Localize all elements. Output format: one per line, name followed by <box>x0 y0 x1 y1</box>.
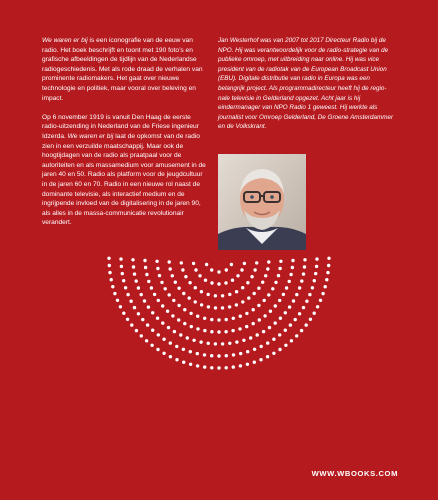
wave-dot <box>267 260 270 263</box>
wave-dot <box>235 290 238 293</box>
wave-dot <box>143 259 146 262</box>
wave-dot <box>256 333 259 336</box>
wave-dot <box>327 264 330 267</box>
wave-dot <box>289 323 292 326</box>
wave-dot <box>217 354 220 357</box>
wave-dot <box>239 364 242 367</box>
wave-dot <box>302 306 305 309</box>
wave-dot <box>194 300 197 303</box>
wave-dot <box>305 323 308 326</box>
wave-dot <box>133 272 136 275</box>
wave-dot <box>167 326 170 329</box>
wave-dot <box>255 261 258 264</box>
wave-dot <box>196 315 199 318</box>
wave-dot <box>179 333 182 336</box>
wave-dot <box>327 257 330 260</box>
wave-dot <box>214 342 217 345</box>
wave-dot <box>228 305 231 308</box>
wave-dot <box>173 330 176 333</box>
wave-dot <box>156 317 159 320</box>
wave-dot <box>145 339 148 342</box>
wave-dot <box>181 268 184 271</box>
wave-dot <box>207 342 210 345</box>
wave-dot <box>249 336 252 339</box>
wave-dot <box>189 350 192 353</box>
wave-dot <box>161 304 164 307</box>
wave-dot <box>192 262 195 265</box>
wave-dot <box>188 296 191 299</box>
wave-dot <box>210 281 213 284</box>
wave-dot <box>131 258 134 261</box>
wave-dot <box>295 293 298 296</box>
wave-dot <box>172 299 175 302</box>
wave-dot <box>137 286 140 289</box>
wave-dot <box>245 312 248 315</box>
wave-dot <box>266 341 269 344</box>
wave-dot <box>228 342 231 345</box>
wave-dot <box>147 305 150 308</box>
wave-dot <box>325 278 328 281</box>
wave-dot <box>217 330 220 333</box>
wave-dot <box>319 299 322 302</box>
wave-dot <box>175 358 178 361</box>
wave-dot <box>298 286 301 289</box>
wave-dot <box>289 273 292 276</box>
wave-dot <box>119 305 122 308</box>
wave-dot <box>189 363 192 366</box>
wave-dot <box>261 281 264 284</box>
wave-dot <box>235 303 238 306</box>
wave-dot <box>225 318 228 321</box>
wave-dot <box>161 321 164 324</box>
wave-dot <box>257 304 260 307</box>
wave-dot <box>252 308 255 311</box>
wave-dot <box>236 274 239 277</box>
wave-dot <box>168 260 171 263</box>
wave-dot <box>291 259 294 262</box>
wave-dot <box>268 326 271 329</box>
wave-dot <box>184 275 187 278</box>
wave-dot <box>284 311 287 314</box>
wave-dot <box>279 260 282 263</box>
wave-dot <box>243 262 246 265</box>
wave-dot <box>194 268 197 271</box>
wave-dot <box>263 299 266 302</box>
wave-dot <box>146 323 149 326</box>
wave-dot <box>200 290 203 293</box>
wave-dot <box>210 366 213 369</box>
wave-dot <box>108 264 111 267</box>
wave-dot <box>156 267 159 270</box>
wave-dot <box>135 329 138 332</box>
wave-dot <box>290 339 293 342</box>
wave-dot <box>194 286 197 289</box>
wave-dot <box>326 271 329 274</box>
wave-dot <box>278 348 281 351</box>
wave-dot <box>288 280 291 283</box>
wave-dot <box>143 299 146 302</box>
wave-dot <box>186 336 189 339</box>
wave-dot <box>253 361 256 364</box>
wave-dot <box>221 294 224 297</box>
wave-dot <box>284 329 287 332</box>
wave-dot <box>156 348 159 351</box>
wave-dot <box>288 305 291 308</box>
wave-dot <box>303 265 306 268</box>
wave-dot <box>238 327 241 330</box>
wave-dot <box>240 268 243 271</box>
wave-dot <box>217 318 220 321</box>
wave-dot <box>203 317 206 320</box>
wave-dot <box>157 333 160 336</box>
wave-dot <box>162 352 165 355</box>
wave-dot <box>160 281 163 284</box>
wave-dot <box>196 364 199 367</box>
wave-dot <box>192 339 195 342</box>
wave-dot <box>267 293 270 296</box>
wave-dot <box>271 287 274 290</box>
book-title: We waren er bij <box>67 132 114 140</box>
wave-dot <box>177 304 180 307</box>
wave-dot <box>171 314 174 317</box>
wave-dot <box>253 292 256 295</box>
wave-dot <box>250 275 253 278</box>
wave-dot <box>188 281 191 284</box>
wave-dot <box>295 334 298 337</box>
wave-dot <box>253 268 256 271</box>
wave-dot <box>314 272 317 275</box>
wave-dot <box>175 345 178 348</box>
wave-dot <box>122 312 125 315</box>
wave-dot <box>129 300 132 303</box>
wave-dot <box>121 272 124 275</box>
wave-dot <box>241 286 244 289</box>
wave-dot <box>292 299 295 302</box>
wave-dot <box>230 263 233 266</box>
wave-dot <box>207 293 210 296</box>
website-url: WWW.WBOOKS.COM <box>311 469 398 478</box>
wave-dot <box>217 282 220 285</box>
wave-dot <box>266 355 269 358</box>
wave-dot <box>150 286 153 289</box>
wave-dot <box>203 365 206 368</box>
wave-dot <box>182 361 185 364</box>
wave-dot <box>168 293 171 296</box>
wave-dot <box>182 348 185 351</box>
wave-dot <box>272 352 275 355</box>
wave-dot <box>155 260 158 263</box>
wave-dot <box>291 266 294 269</box>
wave-dot <box>313 312 316 315</box>
wave-dot <box>321 292 324 295</box>
wave-dot <box>259 358 262 361</box>
wave-dot <box>225 268 228 271</box>
wave-dot <box>278 333 281 336</box>
wave-dot <box>232 317 235 320</box>
wave-dot <box>196 352 199 355</box>
wave-dot <box>282 293 285 296</box>
wave-dot <box>241 300 244 303</box>
wave-dot <box>145 273 148 276</box>
wave-dot <box>169 341 172 344</box>
wave-dot <box>180 261 183 264</box>
wave-dot <box>126 293 129 296</box>
wave-dot <box>177 318 180 321</box>
wave-dot <box>269 310 272 313</box>
wave-dot <box>137 312 140 315</box>
book-title: We waren er bij <box>42 37 88 44</box>
wave-dot <box>210 354 213 357</box>
wave-dot <box>231 329 234 332</box>
wave-dot <box>203 353 206 356</box>
wave-dot <box>164 287 167 290</box>
wave-dot <box>158 274 161 277</box>
wave-dot <box>189 312 192 315</box>
wave-dot <box>169 355 172 358</box>
wave-dot <box>140 293 143 296</box>
wave-dot <box>302 272 305 275</box>
wave-dot <box>177 287 180 290</box>
wave-dot <box>151 311 154 314</box>
wave-dot <box>203 329 206 332</box>
wave-dot <box>174 281 177 284</box>
wave-dot <box>141 318 144 321</box>
wave-dot <box>196 327 199 330</box>
wave-dot <box>214 294 217 297</box>
description-paragraph-2: Op 6 november 1919 is vanuit Den Haag de eerste radio-uitzending in Nederland van de Friese ingenieur Idzerda. We waren er bij laat de opkomst van de radio zien in een verzuilde maatschappij. Maar ook de hoogtijdagen van de radio als praatpaal voor de autoriteiten en als massamedium voor amusement in de jaren 40 en 50. Radio als platform voor de jeugdcultuur in de jaren 60 en 70. Radio in een nieuwe rol naast de dominante televisie, als interactief medium en de ingrijpende invloed van de digitalisering in de jaren 90, als alles in de massa-communicatie revolutionair verandert. <box>42 113 206 227</box>
wave-dot <box>246 350 249 353</box>
wave-dot <box>171 274 174 277</box>
wave-dot <box>300 329 303 332</box>
wave-dot <box>272 338 275 341</box>
description-paragraph-1: We waren er bij is een iconografie van de eeuw van radio. Het boek beschrijft en toont met 190 foto’s en grafische afbeeldingen de tijdlijn van de Nederlandse radiogeschiedenis. Met als rode draad de verhalen van prominente radiomakers. Het gaat over nieuwe technologie en politiek, maar vooral over beleving en impact. <box>42 37 203 102</box>
wave-dot <box>200 303 203 306</box>
wave-dot <box>210 330 213 333</box>
wave-dot <box>153 293 156 296</box>
wave-dot <box>107 257 110 260</box>
wave-dot <box>116 299 119 302</box>
wave-dot <box>260 345 263 348</box>
wave-dot <box>247 296 250 299</box>
wave-dot <box>151 329 154 332</box>
wave-dot <box>235 340 238 343</box>
wave-dot <box>144 266 147 269</box>
wave-dot <box>274 321 277 324</box>
wave-dot <box>199 340 202 343</box>
wave-dot <box>122 279 125 282</box>
wave-dot <box>183 308 186 311</box>
wave-dot <box>150 344 153 347</box>
wave-dot <box>300 279 303 282</box>
wave-dot <box>119 257 122 260</box>
author-bio: Jan Westerhof was van 2007 tot 2017 Directeur Radio bij de NPO. Hij was verantwoordelijk voor de radio-strategie van de publieke omroep, met uitbreiding naar online. Hij was vice president van de radiotak van de European Broadcast Union (EBU). Digitale distributie van radio in Europa was een belangrijk project. Als programmadirecteur heeft hij de regio-nale televisie in Gelderland opgezet. Acht jaar is hij eindermanager van NPO Radio 1 geweest. Hij werkte als journalist voor Omroep Gelderland, De Groene Amsterdammer en de Volkskrant. <box>218 37 394 131</box>
wave-dot <box>324 285 327 288</box>
wave-dot <box>298 312 301 315</box>
wave-dot <box>111 285 114 288</box>
wave-dot <box>225 366 228 369</box>
wave-dot <box>315 265 318 268</box>
wave-dot <box>169 267 172 270</box>
wave-dot <box>258 318 261 321</box>
wave-dot <box>285 286 288 289</box>
wave-dot <box>308 293 311 296</box>
wave-dot <box>294 318 297 321</box>
wave-dot <box>135 279 138 282</box>
wave-dot <box>221 342 224 345</box>
wave-dot <box>224 281 227 284</box>
wave-dot <box>274 281 277 284</box>
wave-dot <box>245 325 248 328</box>
wave-dot <box>214 306 217 309</box>
wave-dot <box>274 304 277 307</box>
wave-dot <box>277 274 280 277</box>
wave-dot <box>263 314 266 317</box>
wave-dot <box>253 348 256 351</box>
wave-dot <box>217 270 220 273</box>
wave-dot <box>224 330 227 333</box>
wave-dot <box>246 281 249 284</box>
wave-dot <box>166 310 169 313</box>
wave-dot <box>126 318 129 321</box>
wave-dot <box>205 263 208 266</box>
wave-dot <box>228 293 231 296</box>
wave-dot <box>198 274 201 277</box>
wave-dot <box>132 265 135 268</box>
wave-dot <box>309 318 312 321</box>
wave-dot <box>242 339 245 342</box>
wave-dot <box>140 334 143 337</box>
wave-dot <box>157 299 160 302</box>
wave-dot <box>182 292 185 295</box>
wave-dot <box>133 306 136 309</box>
wave-dot <box>147 280 150 283</box>
wave-dot <box>252 322 255 325</box>
wave-dot <box>278 267 281 270</box>
wave-dot <box>217 366 220 369</box>
wave-dot <box>190 325 193 328</box>
wave-dot <box>239 315 242 318</box>
wave-dot <box>210 318 213 321</box>
wave-dot <box>130 323 133 326</box>
wave-dot <box>232 353 235 356</box>
wave-dot <box>207 305 210 308</box>
wave-dot <box>225 354 228 357</box>
wave-dot <box>278 299 281 302</box>
wave-dot <box>316 305 319 308</box>
wave-dot <box>239 352 242 355</box>
wave-dot <box>279 317 282 320</box>
wave-dot <box>284 344 287 347</box>
wave-dot <box>257 287 260 290</box>
wave-dot <box>311 286 314 289</box>
wave-dot <box>232 365 235 368</box>
wave-dot <box>305 300 308 303</box>
wave-dot <box>108 271 111 274</box>
wave-dot <box>183 322 186 325</box>
wave-dot <box>120 265 123 268</box>
wave-dot <box>221 306 224 309</box>
wave-dot <box>315 257 318 260</box>
wave-dot <box>113 292 116 295</box>
wave-dot <box>231 279 234 282</box>
wave-dot <box>110 278 113 281</box>
wave-dot <box>246 363 249 366</box>
wave-dot <box>303 258 306 261</box>
wave-dot <box>162 338 165 341</box>
wave-dot <box>266 267 269 270</box>
wave-dot <box>313 279 316 282</box>
wave-dot <box>210 268 213 271</box>
wave-dot <box>264 274 267 277</box>
wave-dot <box>204 279 207 282</box>
wave-dot <box>124 286 127 289</box>
wave-dot <box>262 330 265 333</box>
